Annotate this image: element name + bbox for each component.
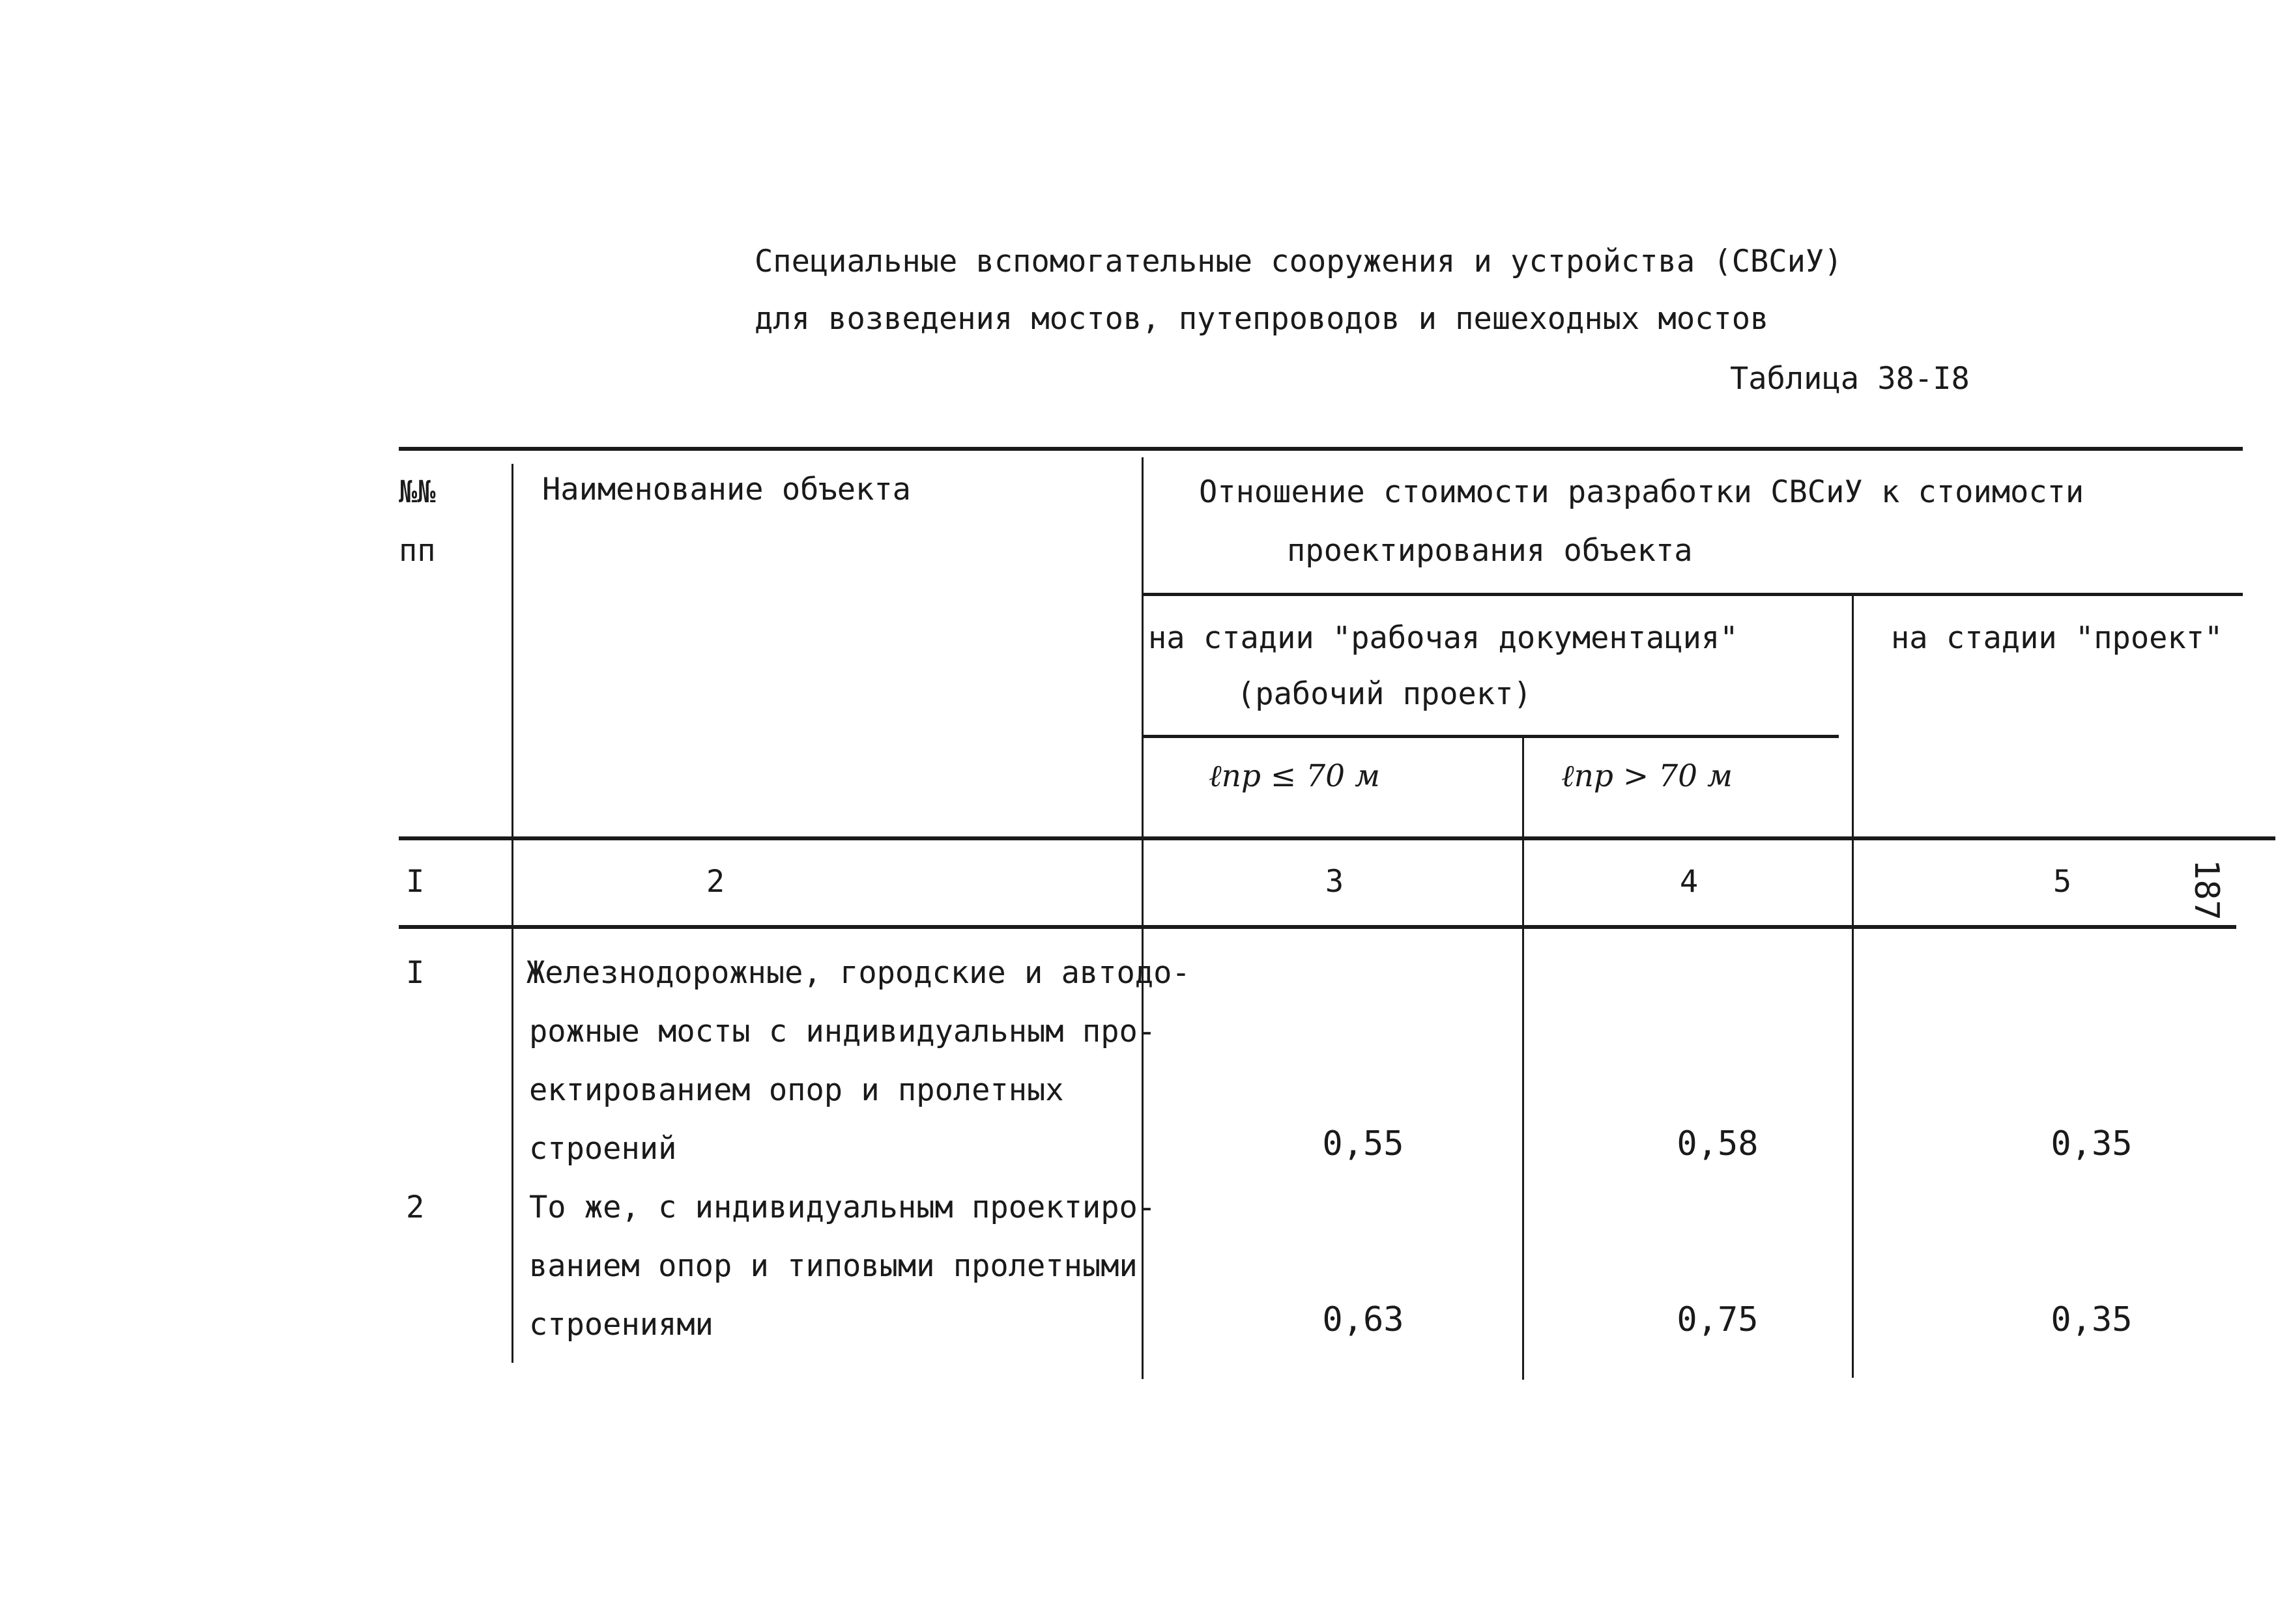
row-1-col-5: 0,35 (2051, 1124, 2133, 1163)
row-2-col-4: 0,75 (1677, 1300, 1759, 1339)
col-divider-num-name (512, 464, 513, 1363)
header-num-line-2: пп (399, 533, 436, 569)
row-1-name-line-4: строений (529, 1131, 677, 1167)
page-number: 187 (2187, 859, 2226, 920)
row-1-col-3: 0,55 (1322, 1124, 1404, 1163)
header-num-line-1: №№ (399, 474, 436, 510)
row-1-name-line-1: Железнодорожные, городские и автодо- (526, 955, 1190, 991)
colnum-4: 4 (1679, 864, 1699, 900)
colnum-3: 3 (1325, 864, 1344, 900)
doc-title-line-1: Специальные вспомогательные сооружения и устройства (СВСиУ) (755, 244, 1843, 279)
row-2-col-5: 0,35 (2051, 1300, 2133, 1339)
colnum-5: 5 (2053, 864, 2072, 900)
col-divider-3-4 (1522, 735, 1524, 1380)
colnum-1: I (406, 864, 425, 900)
row-2-name-line-2: ванием опор и типовыми пролетными (529, 1248, 1138, 1284)
colnum-2: 2 (706, 864, 725, 900)
header-ratio-line-1: Отношение стоимости разработки СВСиУ к стоимости (1199, 474, 2084, 510)
working-stage-rule (1142, 735, 1839, 738)
header-span-le-70: ℓпр ≤ 70 м (1209, 758, 1380, 794)
doc-title-line-2: для возведения мостов, путепроводов и пешеходных мостов (755, 301, 1769, 337)
header-name: Наименование объекта (542, 472, 911, 507)
row-2-num: 2 (406, 1190, 425, 1225)
row-1-col-4: 0,58 (1677, 1124, 1759, 1163)
header-bottom-rule (399, 836, 2275, 840)
row-1-name-line-3: ектированием опор и пролетных (529, 1072, 1064, 1108)
header-stage-working-line-2: (рабочий проект) (1237, 676, 1532, 712)
colnum-bottom-rule (399, 925, 2236, 929)
row-2-col-3: 0,63 (1322, 1300, 1404, 1339)
col-divider-name-values (1142, 457, 1144, 1379)
row-2-name-line-3: строениями (529, 1307, 713, 1343)
col-divider-4-5 (1852, 593, 1854, 1378)
table-top-rule (399, 447, 2243, 451)
ratio-header-rule (1142, 593, 2243, 596)
table-label: Таблица 38-I8 (1730, 361, 1970, 397)
row-1-name-line-2: рожные мосты с индивидуальным про- (529, 1014, 1157, 1049)
row-1-num: I (406, 955, 425, 991)
row-2-name-line-1: То же, с индивидуальным проектиро- (529, 1190, 1157, 1225)
header-span-gt-70: ℓпр > 70 м (1561, 758, 1733, 794)
header-stage-project: на стадии "проект" (1891, 620, 2223, 656)
header-ratio-line-2: проектирования объекта (1287, 533, 1693, 569)
header-stage-working-line-1: на стадии "рабочая документация" (1148, 620, 1738, 656)
